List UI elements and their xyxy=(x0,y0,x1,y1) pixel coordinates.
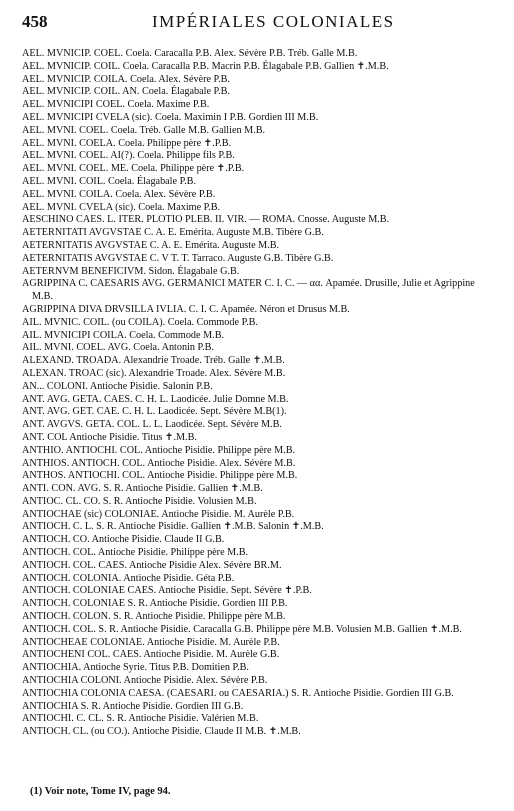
running-title: IMPÉRIALES COLONIALES xyxy=(152,12,395,31)
catalog-entry: ANTIOCHIA COLONI. Antioche Pisidie. Alex. Sévère P.B. xyxy=(22,675,268,687)
catalog-entry: ANTHOS. ANTIOCHI. COL. Antioche Pisidie. Philippe père M.B. xyxy=(22,470,298,482)
catalog-entry: ANTIOCHIA COLONIA CAESA. (CAESARI. ou CAESARIA.) S. R. Antioche Pisidie. Gordien III G.B. xyxy=(22,687,454,699)
catalog-entry: AEL. MVNI. COIL. Coela. Élagabale P.B. xyxy=(22,175,197,187)
catalog-entry: ANTHIO. ANTIOCHI. COL. Antioche Pisidie. Philippe père M.B. xyxy=(22,444,296,456)
catalog-entry: AGRIPPINA DIVA DRVSILLA IVLIA. C. I. C. Apamée. Néron et Drusus M.B. xyxy=(22,303,350,315)
catalog-entry: ANTIOCH. COLONIAE CAES. Antioche Pisidie. Sept. Sévère ✝.P.B. xyxy=(22,585,312,597)
catalog-entry: ANT. AVG. GETA. CAES. C. H. L. Laodicée. Julie Domne M.B. xyxy=(22,393,289,405)
catalog-entry: ANT. AVG. GET. CAE. C. H. L. Laodicée. Sept. Sévère M.B(1). xyxy=(22,406,287,418)
catalog-entry: ANTHIOS. ANTIOCH. COL. Antioche Pisidie. Alex. Sévère M.B. xyxy=(22,457,296,469)
catalog-entry: ANTIOCHIA S. R. Antioche Pisidie. Gordien III G.B. xyxy=(22,700,244,712)
catalog-entry: ANTIOCHEAE COLONIAE. Antioche Pisidie. M. Aurèle P.B. xyxy=(22,636,280,648)
footnote: (1) Voir note, Tome IV, page 94. xyxy=(30,786,171,797)
catalog-entry: ANTIOC. CL. CO. S. R. Antioche Pisidie. Volusien M.B. xyxy=(22,495,257,507)
catalog-entry: AEL. MVNI. COILA. Coela. Alex. Sévère P.B. xyxy=(22,188,216,200)
catalog-entry: ANTIOCHAE (sic) COLONIAE. Antioche Pisidie. M. Aurèle P.B. xyxy=(22,508,295,520)
catalog-entry: AETERNITATIS AVGVSTAE C. A. E. Emérita. Auguste M.B. xyxy=(22,239,280,251)
catalog-entry: AEL. MVNI. COELA. Coela. Philippe père ✝.P.B. xyxy=(22,137,232,149)
catalog-entry: AEL. MVNICIP. COEL. Coela. Caracalla P.B. Alex. Sévère P.B. Tréb. Galle M.B. xyxy=(22,48,358,59)
catalog-entry: AGRIPPINA C. CAESARIS AVG. GERMANICI MATER C. I. C. — αα. Apamée. Drusille, Julie et Agrippine M.B. xyxy=(22,278,475,303)
catalog-entry: AEL. MVNICIP. COIL. AN. Coela. Élagabale P.B. xyxy=(22,86,230,98)
catalog-entry: ANTI. CON. AVG. S. R. Antioche Pisidie. Gallien ✝.M.B. xyxy=(22,483,263,495)
catalog-entry: AEL. MVNI. COEL. AI(?). Coela. Philippe fils P.B. xyxy=(22,150,235,162)
catalog-entry: ANTIOCH. CL. (ou CO.). Antioche Pisidie. Claude II M.B. ✝.M.B. xyxy=(22,726,301,738)
catalog-entry: AESCHINO CAES. L. ITER. PLOTIO PLEB. II. VIR. — ROMA. Cnosse. Auguste M.B. xyxy=(22,214,390,226)
catalog-entry: AEL. MVNI. COEL. ME. Coela. Philippe père ✝.P.B. xyxy=(22,163,245,175)
catalog-entry: AETERNVM BENEFICIVM. Sidon. Élagabale G.B. xyxy=(22,265,240,277)
catalog-entry: ANTIOCH. COLON. S. R. Antioche Pisidie. Philippe père M.B. xyxy=(22,611,286,623)
catalog-entry: AEL. MVNICIP. COILA. Coela. Alex. Sévère P.B. xyxy=(22,73,230,85)
catalog-entries xyxy=(22,48,494,739)
catalog-entry: ANTIOCH. C. L. S. R. Antioche Pisidie. Gallien ✝.M.B. Salonin ✝.M.B. xyxy=(22,521,324,533)
catalog-entry: ANTIOCHIA. Antioche Syrie. Titus P.B. Domitien P.B. xyxy=(22,662,249,674)
catalog-entry: ANTIOCHI. C. CL. S. R. Antioche Pisidie. Valérien M.B. xyxy=(22,713,259,725)
catalog-entry: AIL. MVNIC. COIL. (ou COILA). Coela. Commode P.B. xyxy=(22,316,258,328)
catalog-entry: ANTIOCH. COLONIAE S. R. Antioche Pisidie. Gordien III P.B. xyxy=(22,598,288,610)
catalog-entry: ALEXAND. TROADA. Alexandrie Troade. Tréb. Galle ✝.M.B. xyxy=(22,355,285,367)
catalog-entry: ANTIOCH. COLONIA. Antioche Pisidie. Géta P.B. xyxy=(22,572,235,584)
catalog-entry: ALEXAN. TROAC (sic). Alexandrie Troade. Alex. Sévère M.B. xyxy=(22,367,286,379)
catalog-entry: AEL. MVNICIPI CVELA (sic). Coela. Maximin I P.B. Gordien III M.B. xyxy=(22,111,319,123)
catalog-entry: AIL. MVNICIPI COILA. Coela. Commode M.B. xyxy=(22,329,225,341)
page-number: 458 xyxy=(22,12,48,31)
page-header xyxy=(22,12,494,42)
catalog-entry: ANTIOCH. COL. CAES. Antioche Pisidie Alex. Sévère BR.M. xyxy=(22,559,282,571)
catalog-entry: AETERNITATI AVGVSTAE C. A. E. Emérita. Auguste M.B. Tibère G.B. xyxy=(22,227,324,239)
catalog-entry: ANT. AVGVS. GETA. COL. L. L. Laodicée. Sept. Sévère M.B. xyxy=(22,419,282,431)
catalog-entry: AEL. MVNI. CVELA (sic). Coela. Maxime P.B. xyxy=(22,201,221,213)
catalog-entry: ANTIOCHENI COL. CAES. Antioche Pisidie. M. Aurèle G.B. xyxy=(22,649,280,661)
catalog-entry: ANT. COL Antioche Pisidie. Titus ✝.M.B. xyxy=(22,431,197,443)
catalog-entry: AETERNITATIS AVGVSTAE C. V T. T. Tarraco. Auguste G.B. Tibère G.B. xyxy=(22,252,334,264)
catalog-entry: AN... COLONI. Antioche Pisidie. Salonin P.B. xyxy=(22,380,213,392)
catalog-entry: AEL. MVNICIPI COEL. Coela. Maxime P.B. xyxy=(22,99,210,111)
catalog-entry: AIL. MVNI. COEL. AVG. Coela. Antonin P.B. xyxy=(22,342,214,354)
catalog-entry: ANTIOCH. COL. S. R. Antioche Pisidie. Caracalla G.B. Philippe père M.B. Volusien M.B. Gallien ✝.M.B. xyxy=(22,623,462,635)
catalog-entry: ANTIOCH. CO. Antioche Pisidie. Claude II G.B. xyxy=(22,534,225,546)
catalog-entry: AEL. MVNICIP. COIL. Coela. Caracalla P.B. Macrin P.B. Élagabale P.B. Gallien ✝.M.B. xyxy=(22,60,389,72)
catalog-entry: AEL. MVNI. COEL. Coela. Tréb. Galle M.B. Gallien M.B. xyxy=(22,124,266,136)
catalog-entry: ANTIOCH. COL. Antioche Pisidie. Philippe père M.B. xyxy=(22,547,249,559)
